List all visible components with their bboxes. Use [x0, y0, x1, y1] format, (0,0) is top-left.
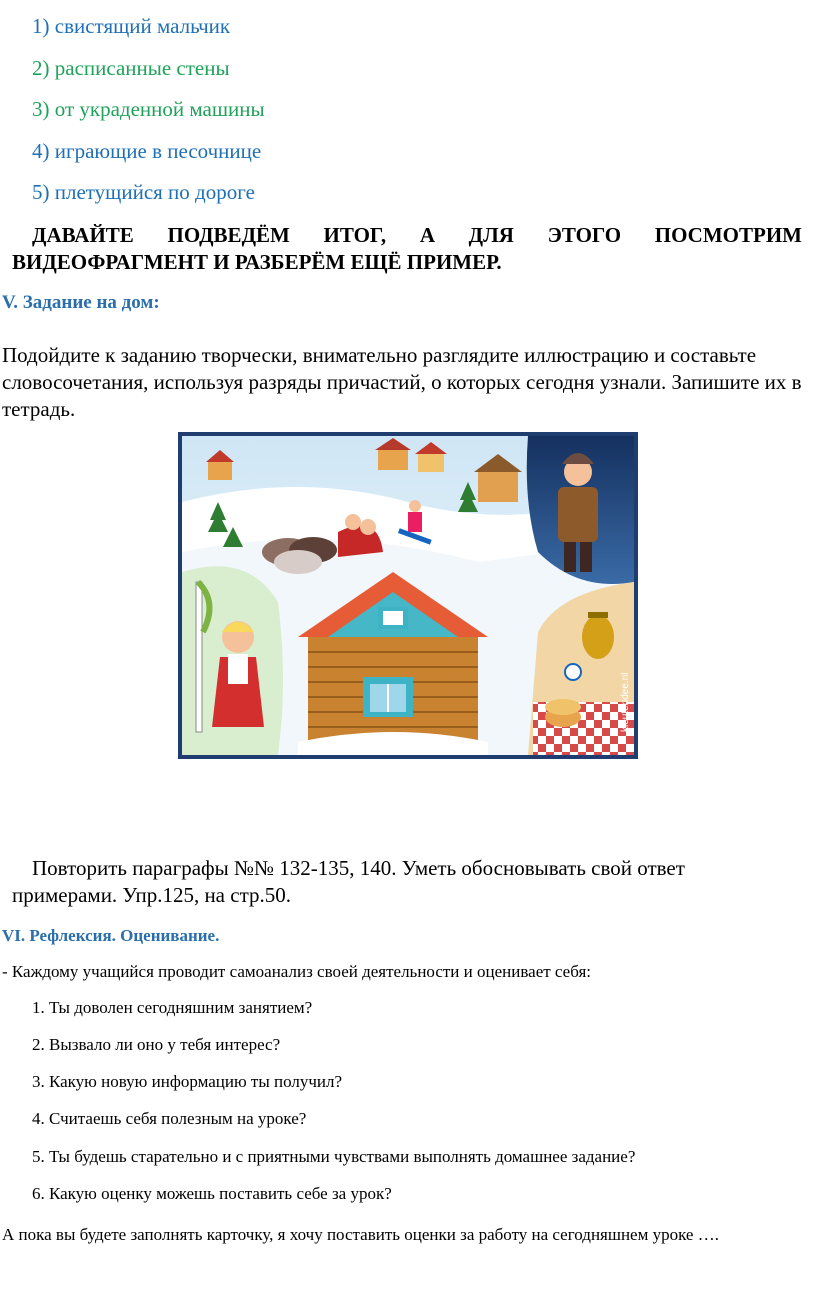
repeat-line-1: Повторить параграфы №№ 132-135, 140. Уметь обосновывать свой ответ: [32, 856, 685, 880]
reflection-heading: VI. Рефлексия. Оценивание.: [2, 926, 220, 945]
summary-line-1: ДАВАЙТЕ ПОДВЕДЁМ ИТОГ, А ДЛЯ ЭТОГО ПОСМОТРИМ: [32, 223, 802, 247]
question-item: 4. Считаешь себя полезным на уроке?: [32, 1109, 307, 1128]
reflection-intro: - Каждому учащийся проводит самоанализ своей деятельности и оценивает себя:: [2, 962, 591, 981]
watermark-text: kleuteridee.nl: [620, 672, 631, 732]
question-item: 6. Какую оценку можешь поставить себе за урок?: [32, 1184, 392, 1203]
summary-line-2: ВИДЕОФРАГМЕНТ И РАЗБЕРЁМ ЕЩЁ ПРИМЕР.: [12, 250, 502, 274]
homework-heading: V. Задание на дом:: [2, 292, 160, 313]
list-item: 2) расписанные стены: [32, 56, 230, 80]
closing-text: А пока вы будете заполнять карточку, я хочу поставить оценки за работу на сегодняшнем уроке ….: [2, 1225, 719, 1244]
list-item: 5) плетущийся по дороге: [32, 180, 255, 204]
list-item: 3) от украденной машины: [32, 97, 265, 121]
question-item: 2. Вызвало ли оно у тебя интерес?: [32, 1035, 281, 1054]
winter-village-illustration: [178, 432, 638, 759]
homework-text: Подойдите к заданию творчески, внимательно разглядите иллюстрацию и составьте словосочетания, используя разряды причастий, о которых сегодня узнали. Запишите их в тетрадь.: [2, 343, 802, 421]
question-item: 1. Ты доволен сегодняшним занятием?: [32, 998, 313, 1017]
question-item: 5. Ты будешь старательно и с приятными чувствами выполнять домашнее задание?: [32, 1147, 636, 1166]
list-item: 4) играющие в песочнице: [32, 139, 262, 163]
question-item: 3. Какую новую информацию ты получил?: [32, 1072, 343, 1091]
repeat-line-2: примерами. Упр.125, на стр.50.: [12, 883, 292, 907]
list-item: 1) свистящий мальчик: [32, 14, 231, 38]
